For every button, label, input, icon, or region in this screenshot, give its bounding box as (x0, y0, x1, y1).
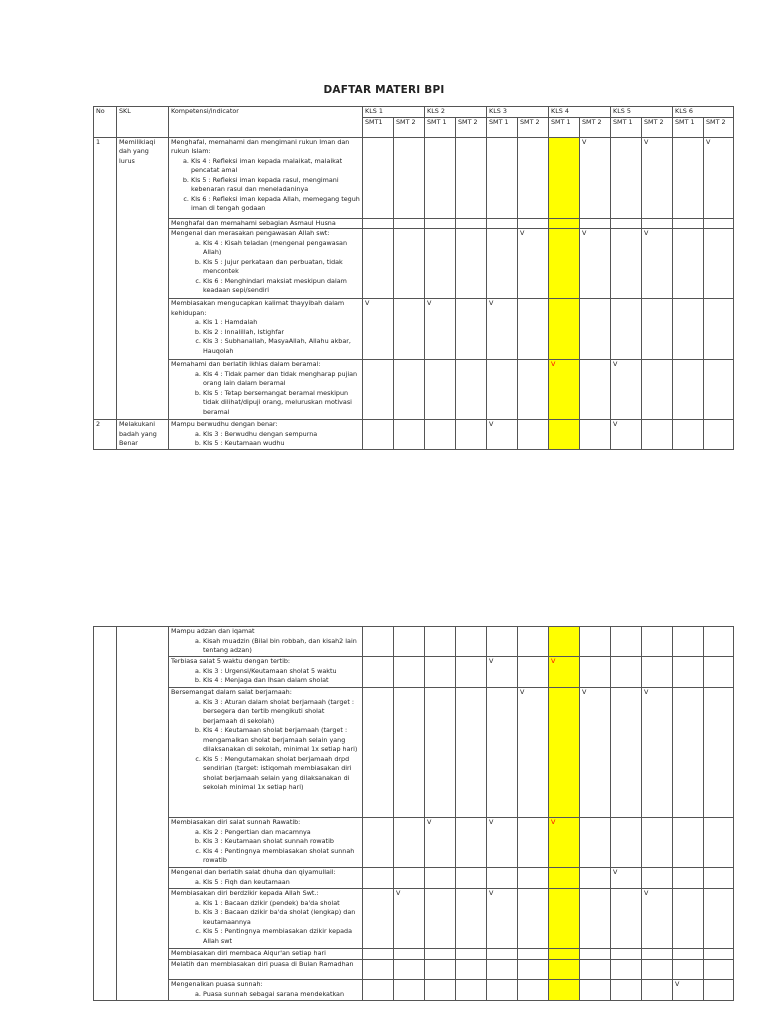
mark-cell (518, 218, 549, 229)
list-item: a. Kls 1 : Bacaan dzikir (pendek) ba'da sholat (203, 899, 360, 909)
mark-cell (704, 299, 734, 360)
mark-cell (611, 889, 642, 949)
mark-cell (363, 868, 394, 889)
kompetensi-cell (169, 420, 363, 450)
header-semester: SMT 1 (611, 117, 642, 137)
header-semester: SMT 2 (642, 117, 673, 137)
mark-cell (704, 949, 734, 960)
mark-cell (518, 889, 549, 949)
mark-cell (580, 868, 611, 889)
mark-cell (642, 960, 673, 980)
mark-cell: V (425, 299, 456, 360)
mark-cell (363, 360, 394, 420)
list-item: a. Kls 2 : Pengertian dan macamnya (203, 828, 360, 838)
mark-cell (518, 657, 549, 688)
mark-cell (456, 949, 487, 960)
mark-cell (704, 218, 734, 229)
mark-cell (518, 949, 549, 960)
list-item: a. Kls 5 : Fiqh dan keutamaan (203, 878, 360, 888)
kompetensi-cell (169, 137, 363, 218)
mark-cell (518, 420, 549, 450)
mark-cell (363, 627, 394, 657)
header-class: KLS 3 (487, 107, 549, 118)
kompetensi-text: Bersemangat dalam salat berjamaah: (171, 688, 292, 696)
table-row (94, 627, 734, 657)
mark-cell (456, 137, 487, 218)
mark-cell (518, 818, 549, 868)
mark-cell (673, 627, 704, 657)
mark-cell (673, 889, 704, 949)
mark-cell (456, 688, 487, 818)
kompetensi-text: Menghafal, memahami dan mengimani rukun Iman dan rukun Islam: (171, 137, 350, 155)
mark-cell (363, 980, 394, 1001)
mark-cell (394, 218, 425, 229)
mark-cell (642, 818, 673, 868)
mark-cell: V (549, 360, 580, 420)
mark-cell (487, 960, 518, 980)
list-item: c. Kls 6 : Refleksi iman kepada Allah, memegang teguh iman di tengah godaan (191, 195, 360, 214)
kompetensi-text: Mengenal dan berlatih salat dhuha dan qiyamullail: (171, 868, 336, 876)
kompetensi-text: Mengenalkan puasa sunnah: (171, 980, 263, 988)
table-row (94, 949, 734, 960)
list-item: b. Kls 5 : Keutamaan wudhu (203, 439, 360, 449)
mark-cell (363, 960, 394, 980)
mark-cell (611, 688, 642, 818)
kompetensi-cell (169, 657, 363, 688)
mark-cell (394, 960, 425, 980)
mark-cell (425, 137, 456, 218)
mark-cell (518, 360, 549, 420)
mark-cell (487, 137, 518, 218)
mark-cell (642, 657, 673, 688)
mark-cell (549, 420, 580, 450)
table-row (94, 657, 734, 688)
mark-cell: V (642, 688, 673, 818)
materials-table (93, 106, 734, 450)
mark-cell (487, 949, 518, 960)
kompetensi-cell (169, 627, 363, 657)
kompetensi-cell: Melatih dan membiasakan diri puasa di Bulan Ramadhan (169, 960, 363, 980)
mark-cell (704, 960, 734, 980)
table-row (94, 420, 734, 450)
mark-cell (456, 657, 487, 688)
mark-cell (580, 949, 611, 960)
mark-cell (611, 949, 642, 960)
mark-cell (549, 889, 580, 949)
mark-cell: V (549, 657, 580, 688)
list-item: a. Kls 3 : Aturan dalam sholat berjamaah (target : bersegera dan tertib mengikuti sholat berjamaah di sekolah) (203, 698, 360, 727)
mark-cell (487, 627, 518, 657)
mark-cell (518, 299, 549, 360)
mark-cell (394, 688, 425, 818)
mark-cell (642, 299, 673, 360)
mark-cell: V (580, 688, 611, 818)
mark-cell (518, 627, 549, 657)
list-item: b. Kls 5 : Tetap bersemangat beramal meskipun tidak dilihat/dipuji orang, meluruskan motivasi beramal (203, 389, 360, 418)
mark-cell (487, 229, 518, 299)
header-kompetensi: Kompetensi/indicator (169, 107, 363, 138)
mark-cell (518, 960, 549, 980)
header-class: KLS 1 (363, 107, 425, 118)
mark-cell (549, 137, 580, 218)
mark-cell: V (518, 688, 549, 818)
mark-cell (611, 218, 642, 229)
mark-cell (363, 688, 394, 818)
header-class: KLS 5 (611, 107, 673, 118)
mark-cell (518, 137, 549, 218)
skl-cell: Melakukani badah yang Benar (117, 420, 169, 450)
mark-cell (425, 889, 456, 949)
list-item: c. Kls 6 : Menghindari maksiat meskipun dalam keadaan sepi/sendiri (203, 277, 360, 296)
mark-cell (425, 229, 456, 299)
mark-cell (487, 868, 518, 889)
kompetensi-cell (169, 980, 363, 1001)
mark-cell (487, 218, 518, 229)
header-semester: SMT 2 (580, 117, 611, 137)
mark-cell (425, 980, 456, 1001)
mark-cell (642, 949, 673, 960)
mark-cell (673, 960, 704, 980)
list-item: a. Kls 3 : Berwudhu dengan sempurna (203, 430, 360, 440)
kompetensi-text: Mampu berwudhu dengan benar: (171, 420, 278, 428)
kompetensi-cell (169, 688, 363, 818)
table-row (94, 868, 734, 889)
kompetensi-text: Terbiasa salat 5 waktu dengan tertib: (171, 657, 291, 665)
list-item: a. Kls 4 : Tidak pamer dan tidak mengharap pujian orang lain dalam beramal (203, 370, 360, 389)
table-row (94, 960, 734, 980)
mark-cell (456, 980, 487, 1001)
header-class: KLS 6 (673, 107, 734, 118)
mark-cell: V (487, 657, 518, 688)
mark-cell: V (704, 137, 734, 218)
mark-cell (704, 229, 734, 299)
header-class: KLS 4 (549, 107, 611, 118)
mark-cell (394, 137, 425, 218)
mark-cell (456, 889, 487, 949)
header-semester: SMT 2 (394, 117, 425, 137)
mark-cell (549, 627, 580, 657)
mark-cell (549, 218, 580, 229)
mark-cell (425, 960, 456, 980)
mark-cell (673, 420, 704, 450)
mark-cell (673, 299, 704, 360)
mark-cell (363, 889, 394, 949)
mark-cell (642, 218, 673, 229)
mark-cell (456, 218, 487, 229)
mark-cell (549, 960, 580, 980)
list-item: c. Kls 3 : Subhanallah, MasyaAllah, Allahu akbar, Hauqolah (203, 337, 360, 356)
mark-cell (394, 657, 425, 688)
mark-cell (394, 360, 425, 420)
mark-cell (549, 688, 580, 818)
mark-cell (704, 627, 734, 657)
mark-cell: V (394, 889, 425, 949)
mark-cell: V (580, 137, 611, 218)
mark-cell (518, 868, 549, 889)
mark-cell (456, 960, 487, 980)
mark-cell (363, 657, 394, 688)
kompetensi-cell (169, 868, 363, 889)
list-item: b. Kls 5 : Jujur perkataan dan perbuatan, tidak mencontek (203, 258, 360, 277)
mark-cell (642, 420, 673, 450)
mark-cell (394, 980, 425, 1001)
mark-cell (642, 360, 673, 420)
mark-cell (673, 137, 704, 218)
header-semester: SMT 1 (673, 117, 704, 137)
kompetensi-text: Mengenal dan merasakan pengawasan Allah swt: (171, 229, 330, 237)
mark-cell (704, 360, 734, 420)
mark-cell (642, 868, 673, 889)
list-item: b. Kls 3 : Keutamaan sholat sunnah rowatib (203, 837, 360, 847)
table-row (94, 299, 734, 360)
table-row (94, 688, 734, 818)
mark-cell (704, 980, 734, 1001)
mark-cell (673, 688, 704, 818)
mark-cell (642, 627, 673, 657)
mark-cell (394, 299, 425, 360)
mark-cell: V (611, 360, 642, 420)
list-item: a. Kls 4 : Refleksi iman kepada malaikat, malaikat pencatat amal (191, 157, 360, 176)
mark-cell (394, 818, 425, 868)
mark-cell (394, 949, 425, 960)
mark-cell (611, 627, 642, 657)
mark-cell: V (518, 229, 549, 299)
row-number: 1 (94, 137, 117, 420)
mark-cell (425, 627, 456, 657)
mark-cell (580, 299, 611, 360)
mark-cell (456, 868, 487, 889)
mark-cell (642, 980, 673, 1001)
mark-cell (456, 299, 487, 360)
mark-cell (673, 818, 704, 868)
mark-cell (425, 360, 456, 420)
row-number (94, 627, 117, 1001)
list-item: c. Kls 5 : Pentingnya membiasakan dzikir kepada Allah swt (203, 927, 360, 946)
mark-cell (580, 818, 611, 868)
mark-cell (580, 627, 611, 657)
mark-cell (611, 137, 642, 218)
mark-cell (704, 868, 734, 889)
mark-cell (580, 980, 611, 1001)
materials-table-continued (93, 626, 734, 1001)
table-row (94, 889, 734, 949)
kompetensi-text: Mampu adzan dan iqamat (171, 627, 255, 635)
table-row (94, 980, 734, 1001)
table-row (94, 229, 734, 299)
list-item: a. Kls 1 : Hamdalah (203, 318, 360, 328)
header-semester: SMT1 (363, 117, 394, 137)
mark-cell (704, 889, 734, 949)
mark-cell (611, 960, 642, 980)
mark-cell (456, 627, 487, 657)
mark-cell (425, 218, 456, 229)
skl-cell: Memilikiaqi dah yang lurus (117, 137, 169, 420)
mark-cell (363, 949, 394, 960)
mark-cell (704, 420, 734, 450)
mark-cell (611, 229, 642, 299)
mark-cell: V (487, 818, 518, 868)
list-item: a. Puasa sunnah sebagai sarana mendekatkan (203, 990, 360, 1000)
mark-cell: V (611, 868, 642, 889)
header-semester: SMT 1 (425, 117, 456, 137)
kompetensi-text: Memahami dan berlatih ikhlas dalam beramal: (171, 360, 321, 368)
mark-cell (549, 868, 580, 889)
mark-cell (580, 960, 611, 980)
kompetensi-text: Membiasakan diri salat sunnah Rawatib: (171, 818, 301, 826)
mark-cell (611, 299, 642, 360)
list-item: b. Kls 3 : Bacaan dzikir ba'da sholat (lengkap) dan keutamaannya (203, 908, 360, 927)
row-number: 2 (94, 420, 117, 450)
mark-cell (704, 818, 734, 868)
mark-cell: V (487, 889, 518, 949)
header-semester: SMT 2 (518, 117, 549, 137)
mark-cell (394, 229, 425, 299)
mark-cell (487, 980, 518, 1001)
kompetensi-text: Membiasakan diri berdzikir kepada Allah Swt.: (171, 889, 319, 897)
header-semester: SMT 2 (704, 117, 734, 137)
kompetensi-cell (169, 229, 363, 299)
mark-cell (456, 360, 487, 420)
mark-cell (580, 218, 611, 229)
list-item: c. Kls 4 : Pentingnya membiasakan sholat sunnah rowatib (203, 847, 360, 866)
kompetensi-cell: Membiasakan diri membaca Alqur'an setiap hari (169, 949, 363, 960)
list-item: b. Kls 5 : Refleksi iman kepada rasul, mengimani kebenaran rasul dan meneladaninya (191, 176, 360, 195)
kompetensi-cell (169, 818, 363, 868)
mark-cell (425, 949, 456, 960)
mark-cell (518, 980, 549, 1001)
list-item: b. Kls 4 : Menjaga dan Ihsan dalam sholat (203, 676, 360, 686)
mark-cell (673, 868, 704, 889)
kompetensi-cell (169, 360, 363, 420)
mark-cell (611, 657, 642, 688)
mark-cell (487, 360, 518, 420)
mark-cell: V (580, 229, 611, 299)
mark-cell (580, 420, 611, 450)
mark-cell (394, 420, 425, 450)
list-item: a. Kls 4 : Kisah teladan (mengenal pengawasan Allah) (203, 239, 360, 258)
mark-cell: V (425, 818, 456, 868)
mark-cell: V (642, 137, 673, 218)
mark-cell (673, 218, 704, 229)
mark-cell (363, 818, 394, 868)
kompetensi-cell: Menghafal dan memahami sebagian Asmaul Husna (169, 218, 363, 229)
mark-cell (611, 980, 642, 1001)
list-item: b. Kls 2 : Innalillah, Istighfar (203, 328, 360, 338)
mark-cell (673, 657, 704, 688)
mark-cell (673, 229, 704, 299)
mark-cell (673, 949, 704, 960)
mark-cell (549, 299, 580, 360)
mark-cell (363, 137, 394, 218)
list-item: c. Kls 5 : Mengutamakan sholat berjamaah drpd sendirian (target: istiqomah membiasakan diri sholat berjamaah selain yang dilaksanakan di sekolah minimal 1x setiap hari) (203, 755, 360, 793)
skl-cell (117, 627, 169, 1001)
mark-cell: V (642, 889, 673, 949)
kompetensi-cell (169, 299, 363, 360)
mark-cell (487, 688, 518, 818)
table-row (94, 218, 734, 229)
mark-cell: V (363, 299, 394, 360)
mark-cell: V (549, 818, 580, 868)
mark-cell (456, 420, 487, 450)
mark-cell: V (611, 420, 642, 450)
kompetensi-text: Membiasakan mengucapkan kalimat thayyibah dalam kehidupan: (171, 299, 345, 317)
header-semester: SMT 1 (487, 117, 518, 137)
mark-cell (549, 229, 580, 299)
table-row (94, 818, 734, 868)
mark-cell (363, 229, 394, 299)
mark-cell (549, 980, 580, 1001)
mark-cell (580, 360, 611, 420)
mark-cell (394, 868, 425, 889)
table-row (94, 137, 734, 218)
list-item: b. Kls 4 : Keutamaan sholat berjamaah (target : mengamalkan sholat berjamaah selain yang dilaksanakan di sekolah, minimal 1x setiap hari) (203, 726, 360, 755)
header-no: No (94, 107, 117, 138)
header-skl: SKL (117, 107, 169, 138)
mark-cell (394, 627, 425, 657)
mark-cell (363, 420, 394, 450)
kompetensi-cell (169, 889, 363, 949)
header-semester: SMT 2 (456, 117, 487, 137)
mark-cell: V (487, 420, 518, 450)
mark-cell (673, 360, 704, 420)
mark-cell (611, 818, 642, 868)
list-item: a. Kisah muadzin (Bilal bin robbah, dan kisah2 lain tentang adzan) (203, 637, 360, 656)
mark-cell (425, 868, 456, 889)
mark-cell (425, 420, 456, 450)
mark-cell (425, 688, 456, 818)
table-row (94, 360, 734, 420)
mark-cell: V (642, 229, 673, 299)
header-semester: SMT 1 (549, 117, 580, 137)
mark-cell (580, 889, 611, 949)
mark-cell (549, 949, 580, 960)
mark-cell (704, 657, 734, 688)
mark-cell: V (487, 299, 518, 360)
mark-cell (704, 688, 734, 818)
mark-cell (580, 657, 611, 688)
mark-cell (456, 229, 487, 299)
mark-cell (363, 218, 394, 229)
header-class: KLS 2 (425, 107, 487, 118)
page-title: DAFTAR MATERI BPI (323, 84, 445, 96)
mark-cell (456, 818, 487, 868)
list-item: a. Kls 3 : Urgensi/Keutamaan sholat 5 waktu (203, 667, 360, 677)
mark-cell (425, 657, 456, 688)
mark-cell: V (673, 980, 704, 1001)
